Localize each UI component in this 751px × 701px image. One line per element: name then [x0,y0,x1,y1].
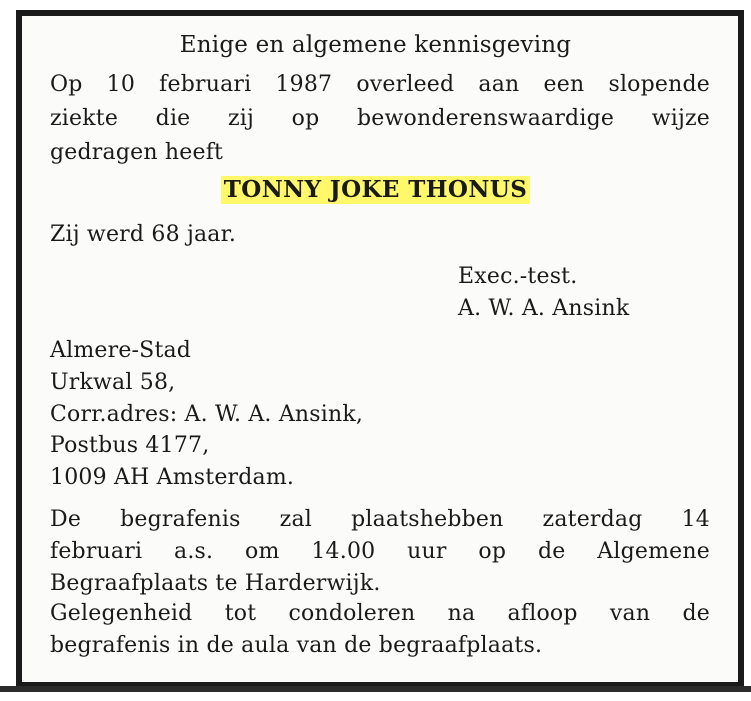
address-line-2: Urkwal 58, [50,370,176,395]
signature-role: Exec.-test. [458,264,578,289]
funeral-line-3: Begraafplaats te Harderwijk. [50,571,381,596]
funeral-line-2: februari a.s. om 14.00 uur op de Algemene [50,539,710,564]
address-line-3: Corr.adres: A. W. A. Ansink, [50,402,364,427]
address-line-1: Almere-Stad [50,338,192,363]
condolence-line-1: Gelegenheid tot condoleren na afloop van de [50,601,710,626]
address-line-5: 1009 AH Amsterdam. [50,465,295,490]
intro-line-1: Op 10 februari 1987 overleed aan een slopende [50,72,710,97]
signature-name: A. W. A. Ansink [458,296,630,321]
notice-heading: Enige en algemene kennisgeving [179,32,572,58]
intro-line-2: ziekte die zij op bewonderenswaardige wijze [50,106,710,131]
deceased-name-row [0,176,751,204]
age-line: Zij werd 68 jaar. [50,222,237,247]
funeral-line-1: De begrafenis zal plaatshebben zaterdag 14 [50,507,710,532]
deceased-name: TONNY JOKE THONUS [221,176,530,204]
page-edge-divider [0,686,751,692]
intro-line-3: gedragen heeft [50,140,224,165]
address-line-4: Postbus 4177, [50,433,210,458]
condolence-line-2: begrafenis in de aula van de begraafplaats. [50,633,543,658]
